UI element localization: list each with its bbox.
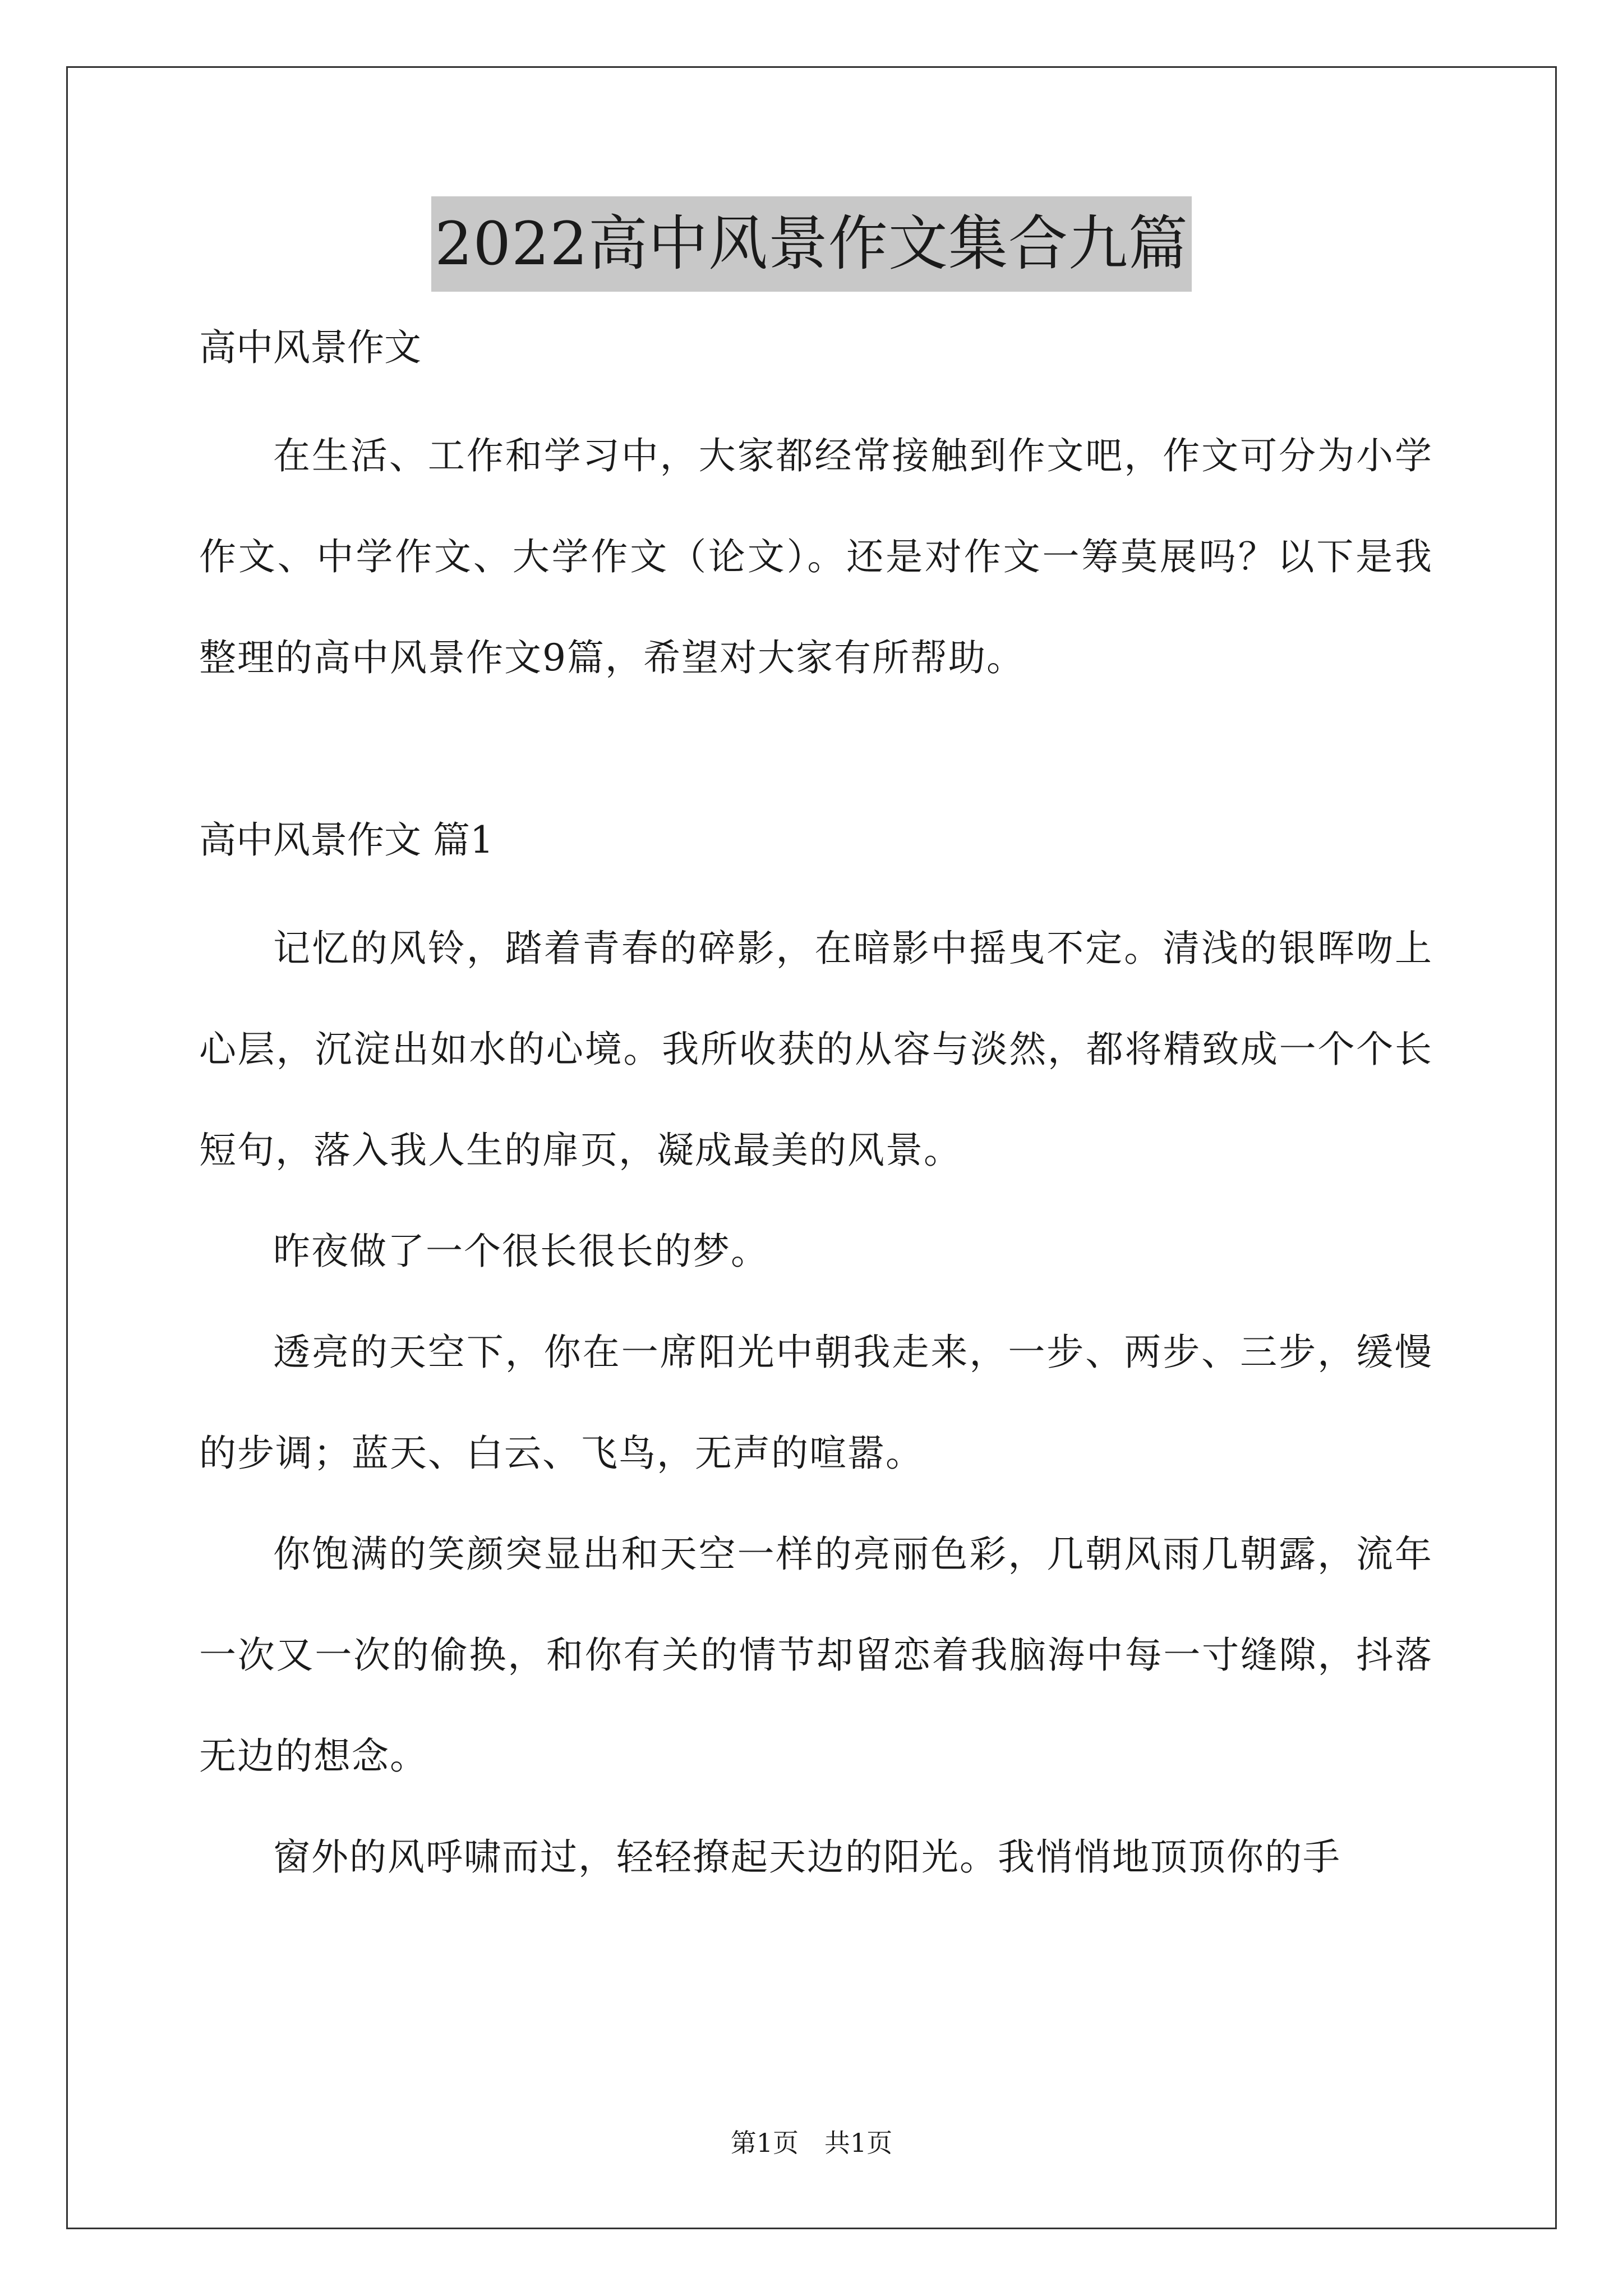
document-title: 2022高中风景作文集合九篇 (431, 196, 1192, 292)
paragraph: 透亮的天空下，你在一席阳光中朝我走来，一步、两步、三步，缓慢的步调；蓝天、白云、飞鸟，无声的喧嚣。 (199, 1331, 1433, 1475)
title-wrap (0, 196, 1623, 292)
document-body (199, 306, 1433, 1908)
intro-heading: 高中风景作文 (199, 326, 421, 369)
paragraph: 窗外的风呼啸而过，轻轻撩起天边的阳光。我悄悄地顶顶你的手 (273, 1835, 1341, 1879)
paragraph: 昨夜做了一个很长很长的梦。 (273, 1230, 769, 1273)
paragraph: 记忆的风铃，踏着青春的碎影，在暗影中摇曳不定。清浅的银晖吻上心层，沉淀出如水的心境。我所收获的从容与淡然，都将精致成一个个长短句，落入我人生的扉页，凝成最美的风景。 (199, 927, 1433, 1172)
section-heading: 高中风景作文 篇1 (199, 818, 494, 862)
paragraph: 你饱满的笑颜突显出和天空一样的亮丽色彩，几朝风雨几朝露，流年一次又一次的偷换，和你有关的情节却留恋着我脑海中每一寸缝隙，抖落无边的想念。 (199, 1533, 1433, 1778)
page-footer: 第1页 共1页 (730, 2128, 893, 2158)
intro-paragraph: 在生活、工作和学习中，大家都经常接触到作文吧，作文可分为小学作文、中学作文、大学作文（论文）。还是对作文一筹莫展吗？以下是我整理的高中风景作文9篇，希望对大家有所帮助。 (199, 434, 1433, 679)
